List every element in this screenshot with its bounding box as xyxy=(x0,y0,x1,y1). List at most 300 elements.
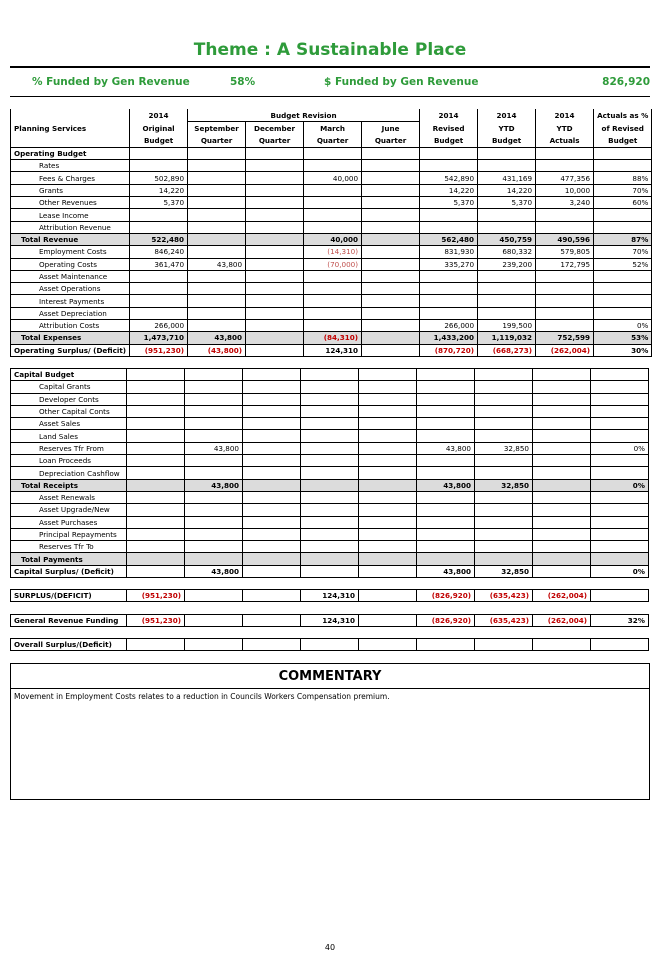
value-cell xyxy=(246,295,304,307)
value-cell xyxy=(533,479,591,491)
surplus-table xyxy=(10,589,649,602)
value-cell xyxy=(301,381,359,393)
table-row xyxy=(11,405,649,417)
value-cell xyxy=(536,283,594,295)
value-cell: 5,370 xyxy=(478,197,536,209)
value-cell xyxy=(536,209,594,221)
value-cell xyxy=(594,209,652,221)
header-cell: Planning Services xyxy=(11,122,130,135)
value-cell xyxy=(536,221,594,233)
table-row xyxy=(11,283,652,295)
value-cell xyxy=(246,209,304,221)
value-cell xyxy=(362,233,420,245)
value-cell xyxy=(127,442,185,454)
row-label: Fees & Charges xyxy=(11,172,130,184)
header-cell: 2014 xyxy=(478,109,536,122)
header-cell: Actuals as % xyxy=(594,109,652,122)
value-cell: 199,500 xyxy=(478,320,536,332)
value-cell xyxy=(362,147,420,159)
row-label: Other Revenues xyxy=(11,197,130,209)
header-cell: Budget xyxy=(130,135,188,148)
value-cell: 43,800 xyxy=(185,565,243,577)
value-cell xyxy=(475,393,533,405)
row-label: Employment Costs xyxy=(11,246,130,258)
value-cell xyxy=(185,528,243,540)
value-cell: 562,480 xyxy=(420,233,478,245)
value-cell: (668,273) xyxy=(478,344,536,356)
value-cell xyxy=(301,504,359,516)
value-cell xyxy=(533,565,591,577)
value-cell: 32,850 xyxy=(475,442,533,454)
header-cell: December xyxy=(246,122,304,135)
value-cell xyxy=(478,270,536,282)
header-cell: of Revised xyxy=(594,122,652,135)
header-cell xyxy=(11,109,130,122)
value-cell xyxy=(188,160,246,172)
value-cell xyxy=(359,430,417,442)
value-cell xyxy=(594,307,652,319)
table-row xyxy=(11,418,649,430)
value-cell xyxy=(362,283,420,295)
value-cell: 522,480 xyxy=(130,233,188,245)
value-cell xyxy=(417,393,475,405)
value-cell xyxy=(246,332,304,344)
header-cell: Budget xyxy=(594,135,652,148)
value-cell xyxy=(420,270,478,282)
row-label: Asset Renewals xyxy=(11,491,127,503)
value-cell: 30% xyxy=(594,344,652,356)
value-cell xyxy=(301,479,359,491)
table-row xyxy=(11,295,652,307)
value-cell xyxy=(362,295,420,307)
value-cell xyxy=(420,147,478,159)
value-cell xyxy=(362,209,420,221)
value-cell xyxy=(127,467,185,479)
row-label: Land Sales xyxy=(11,430,127,442)
header-cell: Original xyxy=(130,122,188,135)
value-cell xyxy=(188,221,246,233)
value-cell xyxy=(243,393,301,405)
value-cell xyxy=(478,160,536,172)
value-cell xyxy=(362,258,420,270)
value-cell: 124,310 xyxy=(301,590,359,602)
value-cell: (870,720) xyxy=(420,344,478,356)
value-cell xyxy=(246,184,304,196)
value-cell xyxy=(127,369,185,381)
budget-revision-header: Budget Revision xyxy=(188,109,420,122)
value-cell xyxy=(594,147,652,159)
section-row xyxy=(11,369,649,381)
value-cell xyxy=(417,491,475,503)
value-cell xyxy=(533,430,591,442)
value-cell xyxy=(301,393,359,405)
value-cell xyxy=(362,197,420,209)
table-row xyxy=(11,430,649,442)
total-row xyxy=(11,332,652,344)
value-cell: (635,423) xyxy=(475,615,533,627)
table-row xyxy=(11,197,652,209)
value-cell xyxy=(301,565,359,577)
value-cell xyxy=(243,430,301,442)
value-cell xyxy=(591,590,649,602)
value-cell xyxy=(533,467,591,479)
value-cell: 10,000 xyxy=(536,184,594,196)
table-row xyxy=(11,209,652,221)
value-cell xyxy=(591,393,649,405)
value-cell xyxy=(304,307,362,319)
value-cell xyxy=(185,467,243,479)
table-row xyxy=(11,541,649,553)
value-cell: 0% xyxy=(591,442,649,454)
value-cell: (951,230) xyxy=(130,344,188,356)
value-cell xyxy=(478,295,536,307)
value-cell xyxy=(243,565,301,577)
value-cell xyxy=(185,381,243,393)
header-cell: 2014 xyxy=(420,109,478,122)
value-cell xyxy=(591,467,649,479)
value-cell xyxy=(417,541,475,553)
header-cell: June xyxy=(362,122,420,135)
value-cell xyxy=(359,467,417,479)
value-cell xyxy=(185,369,243,381)
value-cell xyxy=(359,590,417,602)
value-cell xyxy=(417,369,475,381)
value-cell xyxy=(591,516,649,528)
value-cell xyxy=(127,430,185,442)
value-cell xyxy=(188,233,246,245)
header-cell: Budget xyxy=(420,135,478,148)
value-cell xyxy=(594,283,652,295)
value-cell: 361,470 xyxy=(130,258,188,270)
value-cell xyxy=(359,405,417,417)
value-cell xyxy=(304,147,362,159)
value-cell xyxy=(246,320,304,332)
value-cell: 70% xyxy=(594,246,652,258)
value-cell xyxy=(591,430,649,442)
value-cell: 32,850 xyxy=(475,479,533,491)
value-cell xyxy=(533,516,591,528)
row-label: Lease Income xyxy=(11,209,130,221)
value-cell: (951,230) xyxy=(127,590,185,602)
value-cell xyxy=(533,405,591,417)
value-cell xyxy=(594,160,652,172)
row-label: Asset Depreciation xyxy=(11,307,130,319)
page-number: 40 xyxy=(324,943,336,952)
value-cell: 14,220 xyxy=(130,184,188,196)
row-label: Asset Operations xyxy=(11,283,130,295)
value-cell xyxy=(185,418,243,430)
value-cell xyxy=(362,221,420,233)
value-cell xyxy=(301,541,359,553)
value-cell xyxy=(130,160,188,172)
value-cell xyxy=(127,516,185,528)
value-cell xyxy=(188,270,246,282)
value-cell: 124,310 xyxy=(304,344,362,356)
value-cell xyxy=(127,639,185,651)
value-cell xyxy=(420,221,478,233)
value-cell xyxy=(533,455,591,467)
value-cell xyxy=(533,541,591,553)
value-cell xyxy=(359,393,417,405)
header-cell: March xyxy=(304,122,362,135)
value-cell: 40,000 xyxy=(304,172,362,184)
row-label: Capital Budget xyxy=(11,369,127,381)
value-cell: 60% xyxy=(594,197,652,209)
value-cell xyxy=(478,147,536,159)
header-row-3 xyxy=(11,135,652,148)
value-cell: 0% xyxy=(594,320,652,332)
value-cell xyxy=(420,160,478,172)
table-row xyxy=(11,307,652,319)
value-cell xyxy=(533,553,591,565)
value-cell xyxy=(301,430,359,442)
value-cell xyxy=(301,467,359,479)
value-cell xyxy=(359,553,417,565)
value-cell xyxy=(591,504,649,516)
value-cell xyxy=(185,516,243,528)
value-cell xyxy=(130,283,188,295)
table-row xyxy=(11,258,652,270)
value-cell xyxy=(127,504,185,516)
value-cell xyxy=(185,615,243,627)
value-cell: (826,920) xyxy=(417,590,475,602)
value-cell xyxy=(533,369,591,381)
header-cell: September xyxy=(188,122,246,135)
pct-funded-value: 58% xyxy=(230,76,256,88)
value-cell xyxy=(243,455,301,467)
value-cell xyxy=(185,393,243,405)
total-row xyxy=(11,233,652,245)
row-label: General Revenue Funding xyxy=(11,615,127,627)
value-cell xyxy=(362,332,420,344)
row-label: Total Revenue xyxy=(11,233,130,245)
value-cell xyxy=(243,442,301,454)
value-cell xyxy=(127,455,185,467)
value-cell xyxy=(536,160,594,172)
value-cell xyxy=(362,160,420,172)
value-cell: 542,890 xyxy=(420,172,478,184)
value-cell xyxy=(417,516,475,528)
value-cell xyxy=(362,246,420,258)
value-cell xyxy=(359,504,417,516)
row-label: Attribution Costs xyxy=(11,320,130,332)
value-cell xyxy=(243,553,301,565)
value-cell xyxy=(304,270,362,282)
value-cell: 5,370 xyxy=(130,197,188,209)
value-cell xyxy=(243,479,301,491)
value-cell xyxy=(533,639,591,651)
value-cell xyxy=(130,307,188,319)
row-label: Rates xyxy=(11,160,130,172)
pct-funded-label: % Funded by Gen Revenue xyxy=(32,76,190,88)
value-cell xyxy=(243,615,301,627)
value-cell xyxy=(475,491,533,503)
value-cell: 831,930 xyxy=(420,246,478,258)
row-label: Grants xyxy=(11,184,130,196)
operating-budget-table xyxy=(10,109,652,357)
value-cell xyxy=(246,160,304,172)
value-cell: 490,596 xyxy=(536,233,594,245)
value-cell xyxy=(246,172,304,184)
header-cell: Quarter xyxy=(188,135,246,148)
value-cell xyxy=(420,209,478,221)
value-cell xyxy=(127,528,185,540)
value-cell xyxy=(127,565,185,577)
value-cell xyxy=(127,479,185,491)
value-cell xyxy=(127,393,185,405)
value-cell xyxy=(417,455,475,467)
value-cell: 266,000 xyxy=(420,320,478,332)
value-cell xyxy=(533,491,591,503)
value-cell xyxy=(475,528,533,540)
value-cell: 43,800 xyxy=(188,332,246,344)
value-cell: 335,270 xyxy=(420,258,478,270)
value-cell xyxy=(359,491,417,503)
value-cell xyxy=(417,504,475,516)
value-cell xyxy=(591,381,649,393)
value-cell xyxy=(185,639,243,651)
value-cell: 14,220 xyxy=(420,184,478,196)
value-cell xyxy=(127,491,185,503)
value-cell: 266,000 xyxy=(130,320,188,332)
row-label: Loan Proceeds xyxy=(11,455,127,467)
value-cell xyxy=(246,233,304,245)
row-label: Capital Surplus/ (Deficit) xyxy=(11,565,127,577)
table-row xyxy=(11,381,649,393)
value-cell xyxy=(359,479,417,491)
value-cell xyxy=(243,467,301,479)
value-cell: 32% xyxy=(591,615,649,627)
value-cell: (84,310) xyxy=(304,332,362,344)
table-row xyxy=(11,639,649,651)
table-row xyxy=(11,467,649,479)
value-cell xyxy=(185,553,243,565)
value-cell xyxy=(188,246,246,258)
row-label: Asset Maintenance xyxy=(11,270,130,282)
table-row xyxy=(11,246,652,258)
value-cell xyxy=(243,590,301,602)
row-label: Asset Sales xyxy=(11,418,127,430)
value-cell xyxy=(533,442,591,454)
value-cell xyxy=(188,320,246,332)
header-cell: 2014 xyxy=(536,109,594,122)
value-cell xyxy=(243,491,301,503)
value-cell xyxy=(246,258,304,270)
value-cell xyxy=(246,221,304,233)
table-row xyxy=(11,455,649,467)
value-cell xyxy=(246,283,304,295)
value-cell: (635,423) xyxy=(475,590,533,602)
value-cell xyxy=(188,197,246,209)
value-cell xyxy=(188,147,246,159)
header-cell xyxy=(11,135,130,148)
table-row xyxy=(11,442,649,454)
value-cell: 239,200 xyxy=(478,258,536,270)
table-row xyxy=(11,270,652,282)
row-label: Operating Budget xyxy=(11,147,130,159)
value-cell xyxy=(417,418,475,430)
general-revenue-table xyxy=(10,614,649,627)
value-cell xyxy=(301,405,359,417)
value-cell xyxy=(185,590,243,602)
value-cell xyxy=(591,455,649,467)
value-cell: (951,230) xyxy=(127,615,185,627)
value-cell: 43,800 xyxy=(417,479,475,491)
value-cell: 502,890 xyxy=(130,172,188,184)
value-cell xyxy=(420,307,478,319)
value-cell: 752,599 xyxy=(536,332,594,344)
table-row xyxy=(11,393,649,405)
value-cell xyxy=(359,615,417,627)
value-cell: 40,000 xyxy=(304,233,362,245)
value-cell xyxy=(243,405,301,417)
value-cell xyxy=(594,295,652,307)
value-cell: 32,850 xyxy=(475,565,533,577)
value-cell xyxy=(243,528,301,540)
value-cell xyxy=(188,209,246,221)
value-cell xyxy=(362,344,420,356)
value-cell: 43,800 xyxy=(188,258,246,270)
commentary-box xyxy=(10,663,650,800)
value-cell: 172,795 xyxy=(536,258,594,270)
value-cell xyxy=(185,455,243,467)
value-cell xyxy=(301,553,359,565)
value-cell xyxy=(185,541,243,553)
row-label: Asset Upgrade/New xyxy=(11,504,127,516)
total-row xyxy=(11,479,649,491)
value-cell xyxy=(301,491,359,503)
value-cell xyxy=(301,418,359,430)
value-cell xyxy=(475,541,533,553)
table-row xyxy=(11,565,649,577)
value-cell xyxy=(185,491,243,503)
value-cell xyxy=(475,418,533,430)
value-cell xyxy=(243,381,301,393)
value-cell xyxy=(478,221,536,233)
value-cell xyxy=(359,541,417,553)
value-cell xyxy=(246,197,304,209)
value-cell xyxy=(304,160,362,172)
commentary-text: Movement in Employment Costs relates to a reduction in Councils Workers Compensation premium. xyxy=(14,692,390,701)
row-label: Total Receipts xyxy=(11,479,127,491)
value-cell xyxy=(417,405,475,417)
value-cell xyxy=(130,295,188,307)
theme-title: Theme : A Sustainable Place xyxy=(193,40,467,60)
value-cell xyxy=(246,270,304,282)
row-label: Reserves Tfr To xyxy=(11,541,127,553)
value-cell: 0% xyxy=(591,565,649,577)
value-cell xyxy=(475,639,533,651)
value-cell xyxy=(243,369,301,381)
funding-summary-bar xyxy=(10,66,650,97)
value-cell xyxy=(591,418,649,430)
overall-surplus-table xyxy=(10,638,649,651)
row-label: Interest Payments xyxy=(11,295,130,307)
value-cell: 87% xyxy=(594,233,652,245)
value-cell xyxy=(475,381,533,393)
value-cell xyxy=(304,283,362,295)
value-cell xyxy=(301,528,359,540)
value-cell xyxy=(591,541,649,553)
row-label: Reserves Tfr From xyxy=(11,442,127,454)
value-cell xyxy=(591,405,649,417)
value-cell xyxy=(591,369,649,381)
value-cell xyxy=(301,369,359,381)
value-cell xyxy=(417,467,475,479)
value-cell xyxy=(243,504,301,516)
row-label: Operating Surplus/ (Deficit) xyxy=(11,344,130,356)
value-cell: 5,370 xyxy=(420,197,478,209)
